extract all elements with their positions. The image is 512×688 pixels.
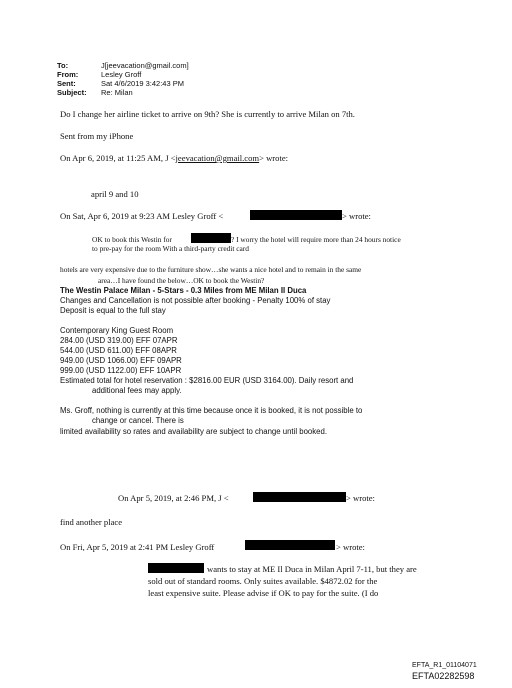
redaction-bar (253, 492, 346, 502)
hotel-cancellation: Changes and Cancellation is not possible after booking - Penalty 100% of stay (60, 296, 331, 305)
dates-line: april 9 and 10 (91, 189, 139, 199)
body-line-question: Do I change her airline ticket to arrive on 9th? She is currently to arrive Milan on 7th. (60, 109, 355, 119)
me-line-b: sold out of standard rooms. Only suites available. $4872.02 for the (148, 576, 378, 586)
rate-row: 949.00 (USD 1066.00) EFF 09APR (60, 356, 182, 365)
footer-code-efta: EFTA02282598 (412, 671, 475, 681)
subject-value: Re: Milan (101, 88, 133, 97)
redaction-bar (245, 540, 335, 550)
email-link[interactable]: jeevacation@gmail.com (175, 153, 260, 163)
redaction-bar (148, 563, 204, 573)
room-type: Contemporary King Guest Room (60, 326, 174, 335)
find-another-place: find another place (60, 517, 123, 527)
note-line-c: limited availability so rates and availability are subject to change until booked. (60, 427, 327, 436)
rate-row: 544.00 (USD 611.00) EFF 08APR (60, 346, 177, 355)
expensive-line-b: area…I have found the below…OK to book the Westin? (98, 276, 265, 285)
quote-header-3-suffix: > wrote: (346, 493, 375, 503)
from-label: From: (57, 70, 79, 79)
note-line-b: change or cancel. There is (92, 416, 184, 425)
footer-code-r1: EFTA_R1_01104071 (412, 662, 477, 669)
quote-header-1-prefix: On Apr 6, 2019, at 11:25 AM, J < (60, 153, 176, 163)
note-line-a: Ms. Groff, nothing is currently at this time because once it is booked, it is not possible to (60, 406, 363, 415)
from-value: Lesley Groff (101, 70, 142, 79)
rate-row: 284.00 (USD 319.00) EFF 07APR (60, 336, 178, 345)
body-line-iphone: Sent from my iPhone (60, 131, 134, 141)
quote-header-4-prefix: On Fri, Apr 5, 2019 at 2:41 PM Lesley Groff (60, 542, 215, 552)
quote-header-3-prefix: On Apr 5, 2019, at 2:46 PM, J < (118, 493, 229, 503)
ok-line-a: OK to book this Westin for (92, 235, 172, 244)
sent-label: Sent: (57, 79, 76, 88)
redaction-bar (191, 233, 231, 243)
redaction-bar (250, 210, 342, 220)
rate-row: 999.00 (USD 1122.00) EFF 10APR (60, 366, 182, 375)
estimate-line: Estimated total for hotel reservation : $2816.00 EUR (USD 3164.00). Daily resort and (60, 376, 354, 385)
me-line-c: least expensive suite. Please advise if OK to pay for the suite. (I do (148, 588, 379, 598)
subject-label: Subject: (57, 88, 87, 97)
quote-header-1 (60, 153, 288, 163)
hotel-deposit: Deposit is equal to the full stay (60, 306, 166, 315)
quote-header-2-suffix: > wrote: (342, 211, 371, 221)
to-label: To: (57, 61, 69, 70)
expensive-line-a: hotels are very expensive due to the furniture show…she wants a nice hotel and to remain in the same (60, 265, 362, 274)
hotel-title: The Westin Palace Milan - 5-Stars - 0.3 Miles from ME Milan Il Duca (60, 286, 307, 295)
sent-value: Sat 4/6/2019 3:42:43 PM (101, 79, 184, 88)
to-value: J[jeevacation@gmail.com] (101, 61, 189, 70)
quote-header-2-prefix: On Sat, Apr 6, 2019 at 9:23 AM Lesley Groff < (60, 211, 224, 221)
ok-line-b: ? I worry the hotel will require more than 24 hours notice (231, 235, 401, 244)
quote-header-4-suffix: > wrote: (336, 542, 365, 552)
estimate-line-b: additional fees may apply. (92, 386, 182, 395)
quote-header-1-suffix: > wrote: (259, 153, 289, 163)
me-line-a: wants to stay at ME Il Duca in Milan April 7-11, but they are (207, 564, 417, 574)
ok-line-c: to pre-pay for the room With a third-party credit card (92, 244, 249, 253)
